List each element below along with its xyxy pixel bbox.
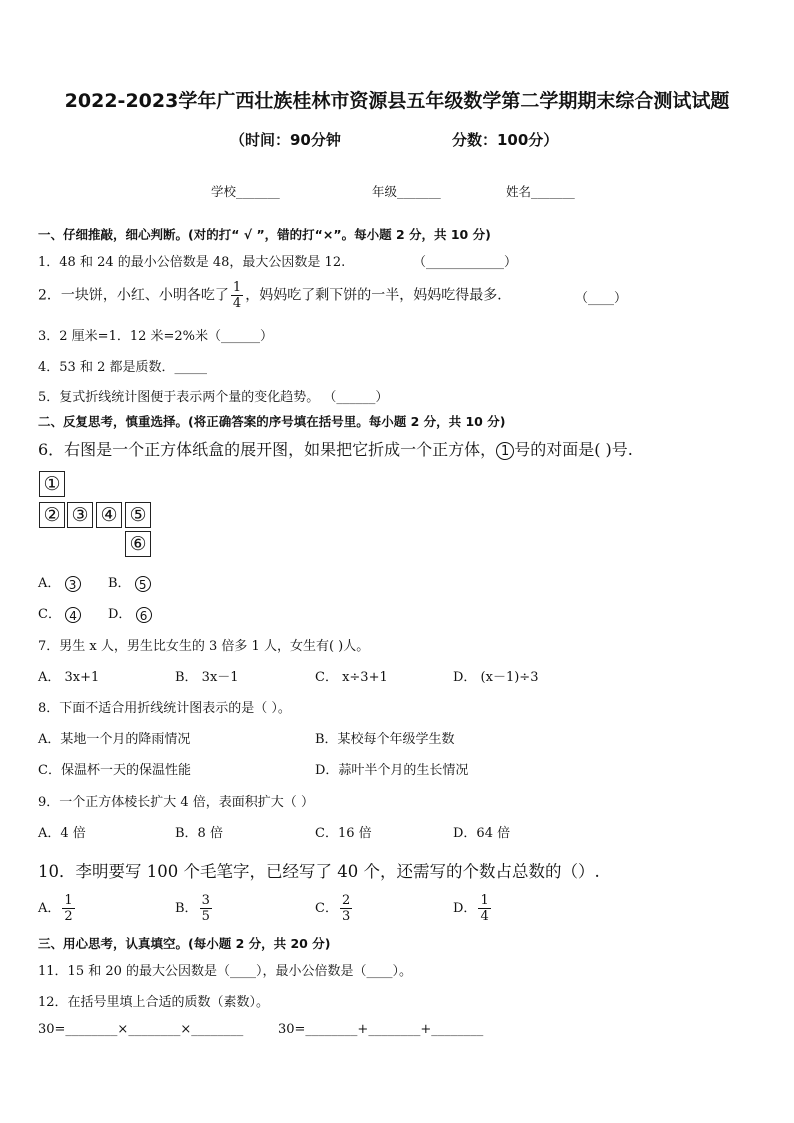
section-2-heading: 二、反复思考，慎重选择。(将正确答案的序号填在括号里。每小题 2 分，共 10 分)	[38, 414, 506, 429]
exam-time: （时间：90分钟	[230, 131, 341, 149]
circled-number: 3	[65, 576, 81, 592]
cube-face-4: ④	[96, 502, 122, 528]
q10-option-b[interactable]: B． $\frac{3}{5}$	[175, 893, 210, 924]
question-1-answer[interactable]: （____________）	[413, 255, 518, 270]
q9-option-b[interactable]: B．8 倍	[175, 826, 223, 841]
cube-face-5: ⑤	[125, 502, 151, 528]
question-2-text-b: ，妈妈吃了剩下饼的一半，妈妈吃得最多．	[245, 287, 512, 304]
q7-option-a[interactable]: A． 3x+1	[38, 670, 100, 685]
exam-score: 分数：100分）	[452, 131, 559, 149]
grade-field[interactable]: 年级_______	[372, 184, 441, 199]
cube-net-diagram	[39, 471, 159, 557]
q10-option-a[interactable]: A． $\frac{1}{2}$	[38, 893, 73, 924]
question-2-answer[interactable]: （____）	[575, 291, 628, 306]
q10-option-c[interactable]: C． $\frac{2}{3}$	[315, 893, 351, 924]
name-field[interactable]: 姓名_______	[506, 184, 575, 199]
fraction: $\frac{1}{4}$	[480, 893, 489, 924]
fraction: $\frac{1}{2}$	[64, 893, 73, 924]
cube-face-2: ②	[39, 502, 65, 528]
q8-option-a[interactable]: A．某地一个月的降雨情况	[38, 732, 191, 747]
q8-option-d[interactable]: D．蒜叶半个月的生长情况	[315, 763, 469, 778]
circled-number: 1	[496, 442, 514, 460]
question-2	[38, 280, 511, 311]
question-6	[38, 437, 633, 460]
question-12: 12．在括号里填上合适的质数（素数）。	[38, 995, 270, 1010]
circled-number: 6	[136, 607, 152, 623]
q7-option-c[interactable]: C． x÷3+1	[315, 670, 388, 685]
fraction: $\frac{2}{3}$	[341, 893, 351, 924]
question-9: 9．一个正方体棱长扩大 4 倍，表面积扩大（ ）	[38, 795, 314, 810]
q8-option-b[interactable]: B．某校每个年级学生数	[315, 732, 455, 747]
question-2-text-a: 2．一块饼，小红、小明各吃了	[38, 287, 229, 304]
q6-option-d[interactable]: D． 6	[108, 603, 152, 623]
q8-option-c[interactable]: C．保温杯一天的保温性能	[38, 763, 191, 778]
question-3: 3．2 厘米=1．12 米=2%米（______）	[38, 329, 274, 344]
circled-number: 4	[65, 607, 81, 623]
q7-option-d[interactable]: D． (x－1)÷3	[453, 670, 539, 685]
question-8: 8．下面不适合用折线统计图表示的是（ ）。	[38, 701, 291, 716]
q9-option-c[interactable]: C．16 倍	[315, 826, 372, 841]
question-4: 4．53 和 2 都是质数．_____	[38, 360, 207, 375]
question-6-text-a: 6．右图是一个正方体纸盒的展开图，如果把它折成一个正方体，	[38, 440, 497, 459]
q6-option-a[interactable]: A． 3	[38, 572, 81, 592]
question-5: 5．复式折线统计图便于表示两个量的变化趋势。 （______）	[38, 390, 389, 405]
q10-option-d[interactable]: D． $\frac{1}{4}$	[453, 893, 489, 924]
school-field[interactable]: 学校_______	[211, 184, 280, 199]
section-1-heading: 一、仔细推敲，细心判断。(对的打“ √ ”，错的打“×”。每小题 2 分，共 10 分)	[38, 227, 491, 242]
q7-option-b[interactable]: B． 3x－1	[175, 670, 239, 685]
q6-option-b[interactable]: B． 5	[108, 572, 151, 592]
question-7: 7．男生 x 人，男生比女生的 3 倍多 1 人，女生有( )人。	[38, 639, 370, 654]
page-title: 2022-2023学年广西壮族桂林市资源县五年级数学第二学期期末综合测试试题	[64, 90, 730, 112]
question-10: 10．李明要写 100 个毛笔字，已经写了 40 个，还需写的个数占总数的（）.	[38, 862, 600, 881]
cube-face-6: ⑥	[125, 531, 151, 557]
question-12-product-line[interactable]: 30=________×________×________	[38, 1022, 244, 1037]
cube-face-1: ①	[39, 471, 65, 497]
q9-option-d[interactable]: D．64 倍	[453, 826, 511, 841]
q6-option-c[interactable]: C． 4	[38, 603, 81, 623]
circled-number: 5	[135, 576, 151, 592]
question-1: 1．48 和 24 的最小公倍数是 48，最大公因数是 12.	[38, 255, 346, 270]
fraction: $\frac{3}{5}$	[201, 893, 210, 924]
q9-option-a[interactable]: A．4 倍	[38, 826, 86, 841]
question-11: 11．15 和 20 的最大公因数是（____），最小公倍数是（____）。	[38, 964, 413, 979]
question-6-text-b: 号的对面是( )号.	[514, 440, 633, 459]
question-12-sum-line[interactable]: 30=________+________+________	[278, 1022, 484, 1037]
section-3-heading: 三、用心思考，认真填空。(每小题 2 分，共 20 分)	[38, 936, 331, 951]
cube-face-3: ③	[67, 502, 93, 528]
fraction-one-quarter: $\frac{1}{4}$	[232, 280, 242, 311]
